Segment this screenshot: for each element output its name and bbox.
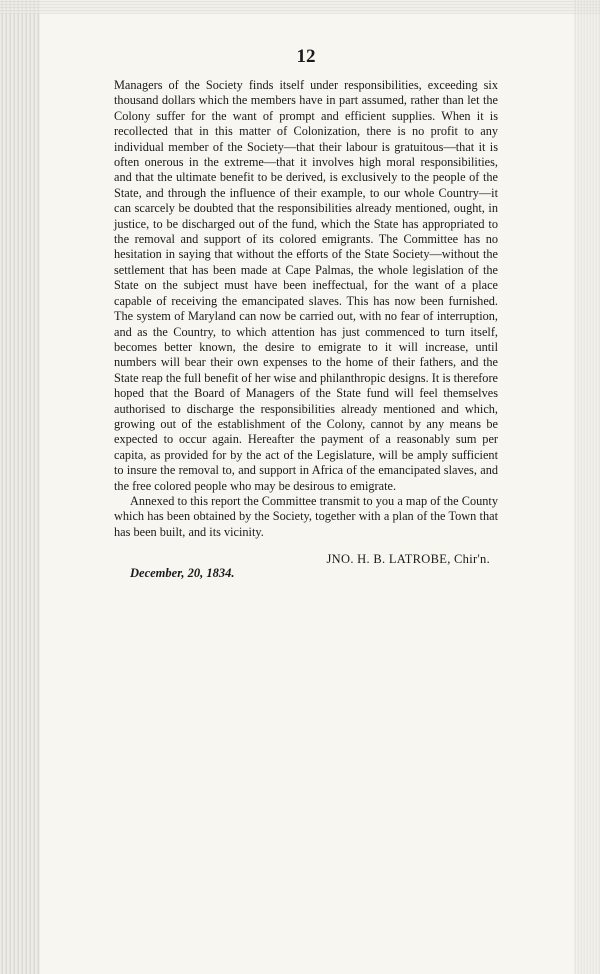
scan-edge-top (0, 0, 600, 14)
body-text (114, 78, 498, 540)
signature-block (114, 552, 498, 586)
scan-edge-right (574, 0, 600, 974)
paragraph-2: Annexed to this report the Committee transmit to you a map of the County which has been obtained by the Society, together with a plan of the Town that has been built, and its vicinity. (114, 493, 498, 539)
signer-name: JNO. H. B. LATROBE, Chir'n. (326, 552, 490, 567)
page-number: 12 (296, 46, 316, 67)
scan-edge-left (0, 0, 40, 974)
report-date: December, 20, 1834. (130, 566, 235, 581)
paragraph-1: Managers of the Society finds itself under responsibilities, exceeding six thousand dollars which the members have in part assumed, rather than let the Colony suffer for the want of prompt and efficient supplies. When it is recollected that in this matter of Colonization, there is no profit to any individual member of the Society—that their labour is gratuitous—that it is often onerous in the extreme—that it involves high moral responsibilities, and that the ultimate benefit to be derived, is exclusively to the people of the State, and through the influence of their example, to our whole Country—it can scarcely be doubted that the responsibilities already mentioned, ought, in justice, to be discharged out of the fund, which the State has appropriated to the removal and support of its colored emigrants. The Committee has no hesitation in saying that without the efforts of the State Society—without the settlement that has been made at Cape Palmas, the whole legislation of the State on the subject must have been ineffectual, for the want of a place capable of receiving the emancipated slaves. This has now been furnished. The system of Maryland can now be carried out, with no fear of interruption, and as the Country, to which attention has just commenced to turn itself, becomes better known, the desire to emigrate to it will increase, until numbers will bear their own expenses to the home of their fathers, and the State reap the full benefit of her wise and philanthropic designs. It is therefore hoped that the Board of Managers of the State fund will feel themselves authorised to discharge the responsibilities already mentioned and which, growing out of the establishment of the Colony, cannot by any means be expected to occur again. Hereafter the payment of a reasonably sum per capita, as provided for by the act of the Legislature, will be amply sufficient to insure the removal to, and support in Africa of the emancipated slaves, and the free colored people who may be desirous to emigrate. (114, 78, 498, 493)
document-page (114, 46, 498, 586)
